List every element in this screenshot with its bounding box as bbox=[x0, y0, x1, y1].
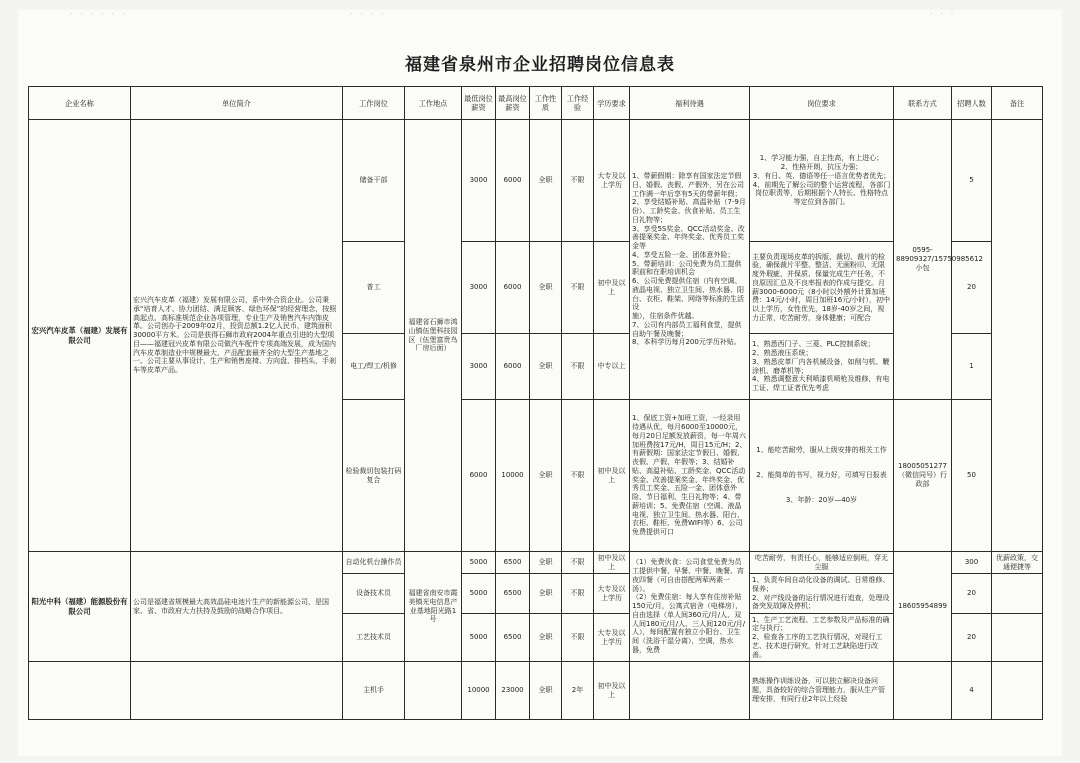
headcount: 300 bbox=[952, 552, 992, 574]
education-requirement: 初中及以上 bbox=[594, 662, 630, 720]
header-cell: 招聘人数 bbox=[952, 87, 992, 120]
remarks-cell bbox=[992, 614, 1043, 662]
remarks: 优薪政策，交通便捷等 bbox=[992, 552, 1043, 574]
max-salary: 6000 bbox=[496, 120, 530, 242]
work-experience: 不限 bbox=[562, 552, 594, 574]
job-title: 电工/焊工/机修 bbox=[343, 334, 405, 400]
benefits: 1、带薪假期：除享有国家法定节假日、婚假、丧假、产假外，另在公司工作满一年后享有5天的带薪年假； 2、享受结婚补贴、高温补贴（7-9月份）、工龄奖金、伙食补贴、员工生日礼物等； 3、享受5S奖金、QCC活动奖金、改善提案奖金、年终奖金、优秀员工奖金等 4、享受五险一金、团体意外险； 5、带薪培训：公司免费为员工提供职前和在职培训机会 6、公司免费提供住宿（内有空调、液晶电视、独立卫生间、热水器、阳台、衣柜、鞋架、网络等标准的生活设 施），住宿条件优越。 7、公司有内部员工福利食堂，提供自助午餐及晚餐； 8、本科学历每月200元学历补贴。 bbox=[630, 120, 750, 400]
work-location: 福建省南安市霞美镇光电信息产业基地阳光路1号 bbox=[405, 552, 462, 662]
work-type: 全职 bbox=[530, 400, 562, 552]
remarks-cell bbox=[992, 662, 1043, 720]
work-experience: 2年 bbox=[562, 662, 594, 720]
header-cell: 最高岗位薪资 bbox=[496, 87, 530, 120]
max-salary: 10000 bbox=[496, 400, 530, 552]
header-cell: 工作岗位 bbox=[343, 87, 405, 120]
requirement-line: 1、能吃苦耐劳，服从上级安排的相关工作 bbox=[756, 446, 887, 455]
remarks-cell bbox=[992, 120, 1043, 552]
benefits: 1、保底工资+加班工资，一经录用待遇从优，每月6000至10000元，每月20日足额发放薪资，每一年周六加班费按17元/H，周日15元/H；2、有薪假期：国家法定节假日、婚假、丧假、产假、年假等；3、结婚补贴、高温补贴、工龄奖金、QCC活动奖金、改善提案奖金、年终奖金、优秀员工奖金、五险一金、团体意外险、节日福利、生日礼物等；4、带薪培训；5、免费住宿（空调、液晶电视、独立卫生间、热水器、阳台、衣柜、鞋柜、免费WIFI等）6、公司免费提供可口 bbox=[630, 400, 750, 552]
max-salary: 6500 bbox=[496, 614, 530, 662]
max-salary: 6000 bbox=[496, 242, 530, 334]
job-requirements: 吃苦耐劳，有责任心，能够适应倒班，穿无尘服 bbox=[750, 552, 894, 574]
job-requirements: 熟练操作训练设备，可以独立解决设备问题，具备较好的综合管理能力，服从生产管理安排，有同行业2年以上经验 bbox=[750, 662, 894, 720]
work-experience: 不限 bbox=[562, 334, 594, 400]
company-intro: 宏兴汽车皮革（福建）发展有限公司，系中外合资企业。公司秉承“培育人才、协力团结、满足顾客、绿色环保”的经营理念，按照高起点、高标准规范企业各项管理，专业生产及销售汽车内饰皮革。公司创办于2009年02月，投资总额1.2亿人民币，建筑面积30000平方米。公司是获得石狮市政府2004年重点引进的大型项目——福建冠兴皮革有限公司做汽车配件专项高端发展，成为国内汽车皮革制造业中规模最大、产品配套最齐全的大型生产基地之一。公司主要从事设计、生产和销售座椅、方向盘、排档头、手刹车等皮革产品。 bbox=[131, 120, 343, 552]
headcount: 20 bbox=[952, 574, 992, 614]
headcount: 1 bbox=[952, 334, 992, 400]
headcount: 20 bbox=[952, 614, 992, 662]
scan-artifact: · · · bbox=[930, 10, 957, 18]
work-type: 全职 bbox=[530, 334, 562, 400]
requirement-line: 3、年龄：20岁—40岁 bbox=[785, 495, 858, 504]
min-salary: 5000 bbox=[462, 574, 496, 614]
header-cell: 岗位要求 bbox=[750, 87, 894, 120]
min-salary: 5000 bbox=[462, 614, 496, 662]
benefits: （1）免费伙食：公司食堂免费为员工提供中餐、早餐、中餐、晚餐、宵夜四餐（可自由搭配两荤两素一汤）。 （2）免费住宿：每人享有住房补贴150元/月，公寓式宿舍（电梯房），自由选择（单人间360元/月/人、双人间180元/月/人、三人间120元/月/人），每间配置有独立小阳台、卫生间（洗浴干湿分离），空调，热水器，免费 bbox=[630, 552, 750, 662]
header-cell: 学历要求 bbox=[594, 87, 630, 120]
job-title: 普工 bbox=[343, 242, 405, 334]
company-name-cell bbox=[29, 662, 131, 720]
benefits-cell bbox=[630, 662, 750, 720]
job-requirements: 1、熟悉西门子、三菱、PLC控制系统； 2、熟悉液压系统； 3、熟悉皮革厂内各机械设备，如削勻机、鞭涂机、磨革机等； 4、熟悉调整意大利喷漆机喷枪及维修，有电工证、焊工证者优先考虑 bbox=[750, 334, 894, 400]
table-row bbox=[29, 120, 1043, 242]
work-experience: 不限 bbox=[562, 400, 594, 552]
contact-info: 0595-88909327/15750985612 小包 bbox=[894, 120, 952, 400]
job-requirements: 1、学习能力强，自主性高，有上进心； 2、性格开朗，抗压力强； 3、有日、英、德语等任一语言优势者优先； 4、前期先了解公司的整个运营流程，各部门岗位职责等，后期根据个人特长、性格特点等定位到各部门。 bbox=[750, 120, 894, 242]
recruitment-table bbox=[28, 86, 1043, 720]
education-requirement: 大专及以上学历 bbox=[594, 120, 630, 242]
header-cell: 福利待遇 bbox=[630, 87, 750, 120]
max-salary: 6500 bbox=[496, 552, 530, 574]
work-experience: 不限 bbox=[562, 614, 594, 662]
work-type: 全职 bbox=[530, 614, 562, 662]
header-cell: 单位简介 bbox=[131, 87, 343, 120]
company-intro: 公司是福建省规模最大高效晶硅电池片生产的新能源公司，是国家、省、市政府大力扶持及鼓励的战略合作项目。 bbox=[131, 552, 343, 662]
job-title: 自动化机台操作员 bbox=[343, 552, 405, 574]
header-cell: 备注 bbox=[992, 87, 1043, 120]
work-experience: 不限 bbox=[562, 120, 594, 242]
min-salary: 3000 bbox=[462, 334, 496, 400]
min-salary: 3000 bbox=[462, 120, 496, 242]
requirement-line: 2、能简单的书写，视力好，可填写日报表 bbox=[756, 471, 887, 480]
contact-info: 18005051277（微信同号）行政部 bbox=[894, 400, 952, 552]
header-cell: 工作经验 bbox=[562, 87, 594, 120]
header-cell: 联系方式 bbox=[894, 87, 952, 120]
scan-artifact: · · · · · · bbox=[70, 10, 128, 18]
headcount: 5 bbox=[952, 120, 992, 242]
job-title: 设备技术员 bbox=[343, 574, 405, 614]
company-intro-cell bbox=[131, 662, 343, 720]
max-salary: 6000 bbox=[496, 334, 530, 400]
work-location: 福建省石狮市鸿山镇伍堡科技园区（伍堡富贵鸟厂房后面） bbox=[405, 120, 462, 552]
headcount: 4 bbox=[952, 662, 992, 720]
scan-artifact: · · · · bbox=[350, 10, 387, 18]
min-salary: 6000 bbox=[462, 400, 496, 552]
min-salary: 10000 bbox=[462, 662, 496, 720]
job-title: 工艺技术员 bbox=[343, 614, 405, 662]
job-requirements: 1、生产工艺流程、工艺参数及产品标准的确定与执行； 2、检查各工序的工艺执行情况，对现行工艺、技术进行研究，针对工艺缺陷进行改善。 bbox=[750, 614, 894, 662]
job-title: 储备干部 bbox=[343, 120, 405, 242]
job-requirements-multi bbox=[750, 400, 894, 552]
work-experience: 不限 bbox=[562, 242, 594, 334]
table-row bbox=[29, 662, 1043, 720]
table-row bbox=[29, 552, 1043, 574]
work-type: 全职 bbox=[530, 662, 562, 720]
job-requirements: 主要负责现场皮革的拆版、裁切、裁片的检验，确保裁片平整、整洁、无画粉印、无限度外瑕疵，并保质、保量完成生产任务，不良原因汇总及不良率报表的作成与提交。月薪3000-6000元（8小时以外额外计算加班费：14元/小时，周日加班16元/小时），初中以上学历，女性优先，18岁-40岁之间，视力正常，吃苦耐劳，身体健康；可配合 bbox=[750, 242, 894, 334]
min-salary: 3000 bbox=[462, 242, 496, 334]
education-requirement: 大专及以上学历 bbox=[594, 574, 630, 614]
job-title: 主机手 bbox=[343, 662, 405, 720]
max-salary: 23000 bbox=[496, 662, 530, 720]
job-title: 检验裁切包装打码复合 bbox=[343, 400, 405, 552]
max-salary: 6500 bbox=[496, 574, 530, 614]
company-name: 宏兴汽车皮革（福建）发展有限公司 bbox=[29, 120, 131, 552]
header-row bbox=[29, 87, 1043, 120]
work-type: 全职 bbox=[530, 552, 562, 574]
header-cell: 工作性质 bbox=[530, 87, 562, 120]
education-requirement: 大专及以上学历 bbox=[594, 614, 630, 662]
education-requirement: 初中及以上 bbox=[594, 552, 630, 574]
header-cell: 工作地点 bbox=[405, 87, 462, 120]
work-type: 全职 bbox=[530, 574, 562, 614]
headcount: 50 bbox=[952, 400, 992, 552]
work-type: 全职 bbox=[530, 242, 562, 334]
remarks-cell bbox=[992, 574, 1043, 614]
job-requirements: 1、负责车间自动化设备的调试、日常维修、保养； 2、对产线设备的运行情况进行追查，处理设备突发故障及停机； bbox=[750, 574, 894, 614]
header-cell: 最低岗位薪资 bbox=[462, 87, 496, 120]
headcount: 20 bbox=[952, 242, 992, 334]
education-requirement: 初中及以上 bbox=[594, 242, 630, 334]
education-requirement: 初中及以上 bbox=[594, 400, 630, 552]
header-cell: 企业名称 bbox=[29, 87, 131, 120]
education-requirement: 中专以上 bbox=[594, 334, 630, 400]
work-type: 全职 bbox=[530, 120, 562, 242]
document-title: 福建省泉州市企业招聘岗位信息表 bbox=[405, 55, 675, 75]
min-salary: 5000 bbox=[462, 552, 496, 574]
work-experience: 不限 bbox=[562, 574, 594, 614]
company-name: 阳光中科（福建）能源股份有限公司 bbox=[29, 552, 131, 662]
work-location-cell bbox=[405, 662, 462, 720]
contact-info: 18605954899 bbox=[894, 552, 952, 662]
contact-info-cell bbox=[894, 662, 952, 720]
